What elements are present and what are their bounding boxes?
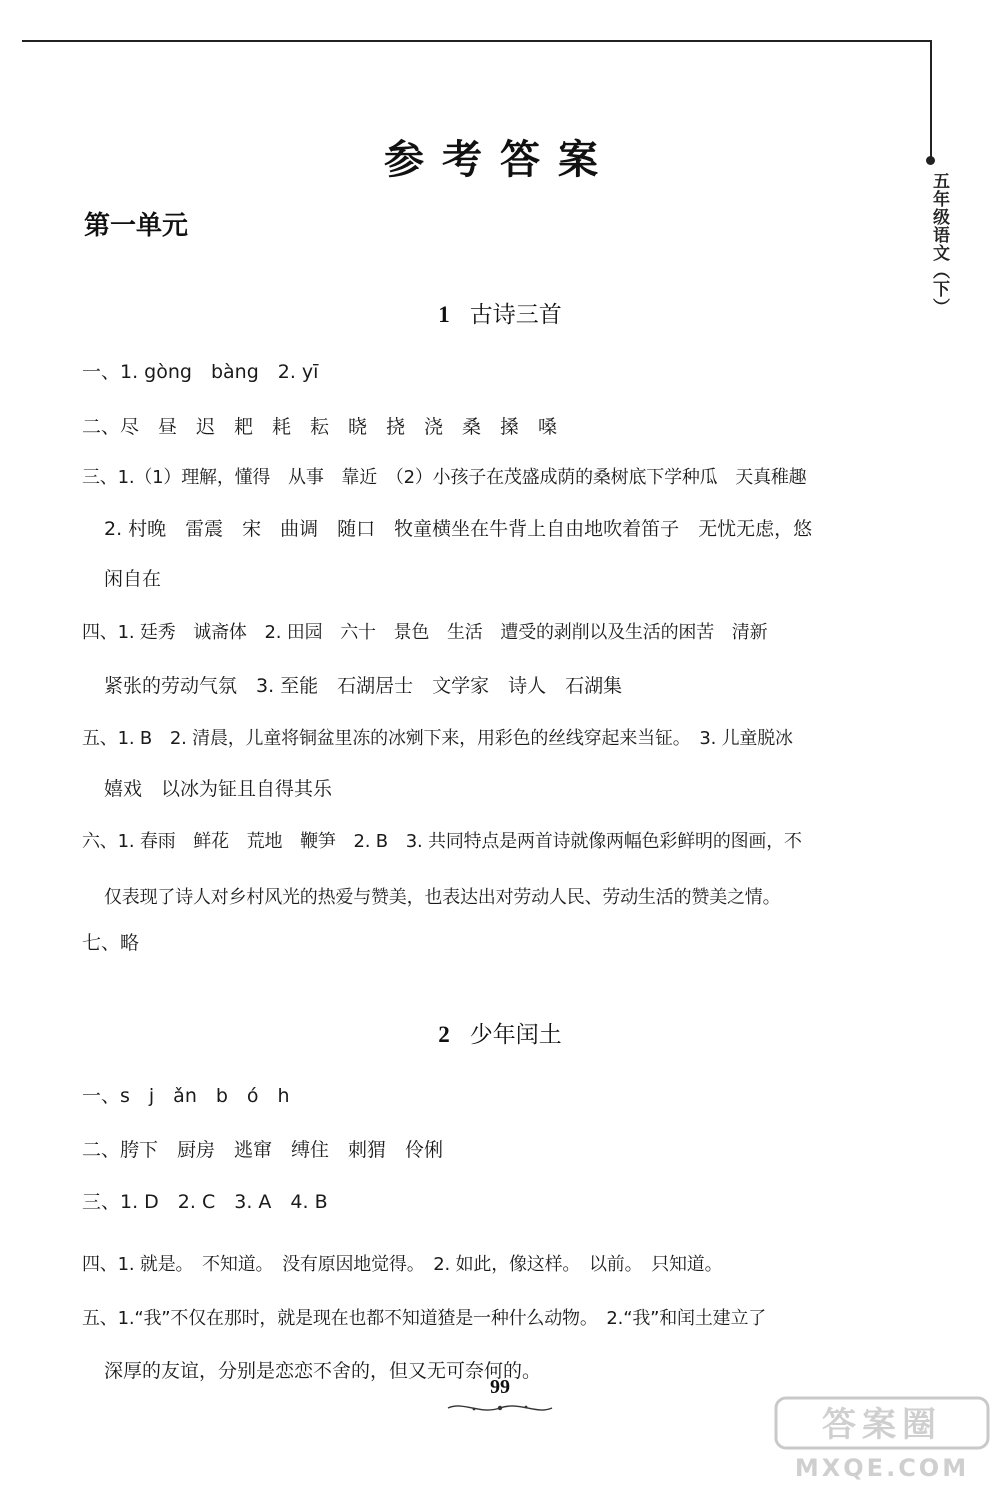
answer-line: 四、1. 廷秀 诚斋体 2. 田园 六十 景色 生活 遭受的剥削以及生活的困苦 清新 <box>82 622 768 643</box>
answer-line: 五、1. B 2. 清晨，儿童将铜盆里冻的冰剜下来，用彩色的丝线穿起来当钲。 3. 儿童脱冰 <box>82 728 793 749</box>
answer-line: 二、尽 昼 迟 耙 耗 耘 晓 挠 浇 桑 搡 嗓 <box>82 416 558 438</box>
ornament-flourish-icon <box>444 1400 556 1416</box>
answer-line: 深厚的友谊，分别是恋恋不舍的，但又无可奈何的。 <box>104 1360 542 1382</box>
watermark-logo-icon <box>770 1394 994 1484</box>
svg-text:MXQE.COM: MXQE.COM <box>794 1454 970 1482</box>
answer-line: 四、1. 就是。 不知道。 没有原因地觉得。 2. 如此，像这样。 以前。 只知道。 <box>82 1254 723 1275</box>
answer-line: 五、1.“我”不仅在那时，就是现在也都不知道猹是一种什么动物。 2.“我”和闰土建立了 <box>82 1308 767 1329</box>
answer-line: 一、1. gòng bàng 2. yī <box>82 361 319 383</box>
answer-line: 紧张的劳动气氛 3. 至能 石湖居士 文学家 诗人 石湖集 <box>104 675 623 697</box>
answer-line: 2. 村晚 雷震 宋 曲调 随口 牧童横坐在牛背上自由地吹着笛子 无忧无虑，悠 <box>104 518 813 540</box>
lesson-number: 2 <box>438 1022 450 1047</box>
answer-line: 一、s j ǎn b ó h <box>82 1085 290 1107</box>
svg-text:答案圈: 答案圈 <box>822 1405 942 1445</box>
page-title: 参考答案 <box>384 137 616 183</box>
lesson-title: 古诗三首 <box>469 302 562 328</box>
lesson-heading <box>0 1016 1000 1049</box>
lesson-number: 1 <box>438 302 450 327</box>
answer-line: 三、1.（1）理解，懂得 从事 靠近 （2）小孩子在茂盛成荫的桑树底下学种瓜 天真稚趣 <box>82 467 807 488</box>
lesson-title: 少年闰土 <box>469 1022 562 1048</box>
answer-line: 七、略 <box>82 932 140 954</box>
answer-line: 二、胯下 厨房 逃窜 缚住 刺猬 伶俐 <box>82 1139 444 1161</box>
grade-subject-label: 五年级语文（下） <box>929 172 949 316</box>
lesson-heading <box>0 296 1000 329</box>
page-number: 99 <box>490 1376 510 1398</box>
answer-line: 三、1. D 2. C 3. A 4. B <box>82 1191 328 1213</box>
answer-line: 闲自在 <box>104 568 162 590</box>
unit-heading: 第一单元 <box>84 211 189 241</box>
answer-line: 嬉戏 以冰为钲且自得其乐 <box>104 778 333 800</box>
answer-line: 仅表现了诗人对乡村风光的热爱与赞美，也表达出对劳动人民、劳动生活的赞美之情。 <box>104 887 781 908</box>
top-rule <box>22 40 932 42</box>
answer-line: 六、1. 春雨 鲜花 荒地 鞭笋 2. B 3. 共同特点是两首诗就像两幅色彩鲜明的图画，不 <box>82 831 802 852</box>
